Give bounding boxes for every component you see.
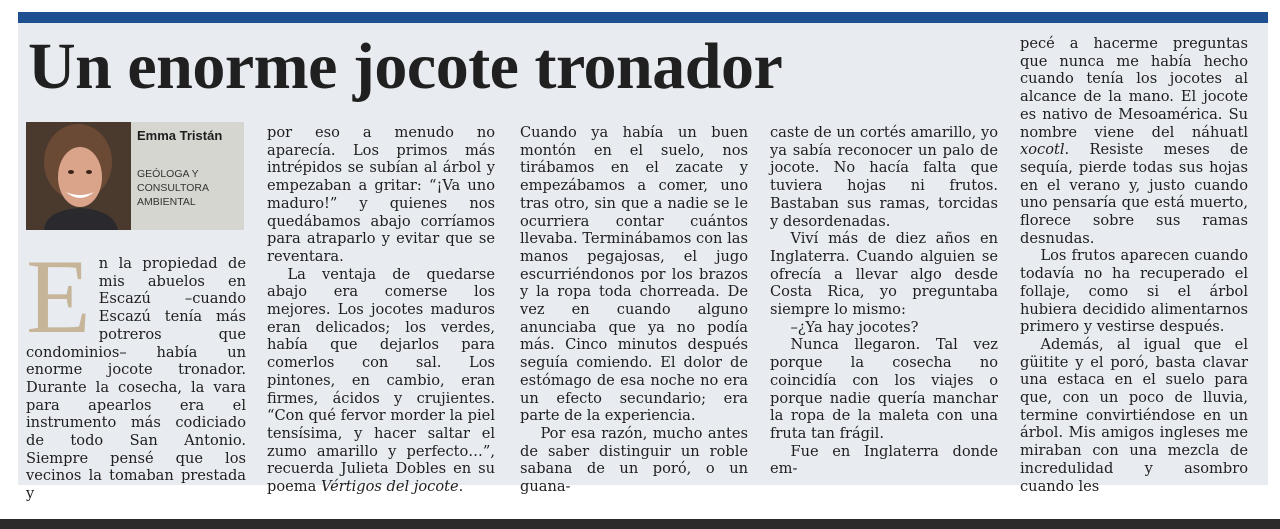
col2-text: La ventaja de quedarse abajo era comerse los mejores. Los jocotes maduros eran delicados; los verdes, había que dejarlos para comerlos con sal. Los pintones, en cambio, eran firmes, ácidos y crujientes. “Con qué fervor morder la piel tensísima, y hacer saltar el zumo amarillo y perfecto…”, recuerda Julieta Dobles en su poema [267,265,495,496]
nahuatl-word: xocotl [1020,141,1065,159]
headline: Un enorme jocote tronador [28,30,783,103]
col2-paragraph-2 [267,266,495,496]
article-page [18,12,1268,503]
author-role: GEÓLOGA Y CONSULTORA AMBIENTAL [137,168,209,208]
col2-paragraph-1: por eso a menudo no aparecía. Los primos más intrépidos se subían al árbol y empezaban a gritar: “¡Va uno maduro!” y quienes nos quedábamos abajo corríamos para atraparlo y evitar que se reventara. [267,124,495,265]
col2-end: . [458,478,464,496]
bottom-bar [0,519,1280,529]
col4-paragraph-3: –¿Ya hay jocotes? [790,318,919,336]
drop-cap: E [26,238,91,355]
col5-text-b: . Resiste meses de sequía, pierde todas sus hojas en el verano y, justo cuando uno pensaría que está muerto, florece sobre sus ramas desnudas. [1020,141,1248,247]
col5-paragraph-3: Además, al igual que el güitite y el poró, basta clavar una estaca en el suelo para que, con un poco de lluvia, termine convirtiéndose en un árbol. Mis amigos ingleses me miraban con una mezcla de incredulidad y asombro cuando les [1020,335,1248,495]
column-5 [1020,35,1248,495]
col5-text-a: pecé a hacerme preguntas que nunca me había hecho cuando tenía los jocotes al alcance de la mano. El jocote es nativo de Mesoamérica. Su nombre viene del náhuatl [1020,35,1248,141]
col4-paragraph-1: caste de un cortés amarillo, yo ya sabía reconocer un palo de jocote. No hacía falta que tuviera hojas ni frutos. Bastaban sus ramas, torcidas y desordenadas. [770,124,998,230]
author-photo [26,122,131,230]
col1-text: n la propiedad de mis abuelos en Escazú –cuando Escazú tenía más potreros que condominios– había un enorme jocote tronador. Durante la cosecha, la vara para apearlos era el instrumento más codiciado de todo San Antonio. Siempre pensé que los vecinos la tomaban prestada y [26,255,246,503]
col4-paragraph-5: Fue en Inglaterra donde em- [770,442,998,478]
top-color-rule [18,12,1268,23]
col3-paragraph-2: Por esa razón, mucho antes de saber distinguir un roble sabana de un poró, o un guana- [520,424,748,496]
column-3 [520,124,748,496]
column-1 [26,238,246,503]
author-name: Emma Tristán [137,128,223,143]
col3-paragraph-1: Cuando ya había un buen montón en el suelo, nos tirábamos en el zacate y empezábamos a comer, uno tras otro, sin que a nadie se le ocurriera contar cuántos llevaba. Terminábamos con las manos pegajosas, el jugo escurriéndonos por los brazos y la ropa toda chorreada. De vez en cuando alguno anunciaba que ya no podía más. Cinco minutos después seguía comiendo. El dolor de estómago de esa noche no era un efecto secundario; era parte de la experiencia. [520,124,748,425]
author-byline [26,122,244,230]
column-2 [267,124,495,496]
column-4 [770,124,998,478]
col4-paragraph-4: Nunca llegaron. Tal vez porque la cosecha no coincidía con los viajes o porque nadie quería manchar la ropa de la maleta con una fruta tan frágil. [770,336,998,442]
col5-paragraph-2: Los frutos aparecen cuando todavía no ha recuperado el follaje, como si el árbol hubiera decidido alimentarnos primero y vestirse después. [1020,247,1248,336]
col5-paragraph-1 [1020,35,1248,247]
poem-title: Vértigos del jocote [320,478,459,496]
col4-paragraph-2: Viví más de diez años en Inglaterra. Cuando alguien se ofrecía a llevar algo desde Costa Rica, yo preguntaba siempre lo mismo: [770,230,998,319]
author-portrait-image [26,122,131,230]
